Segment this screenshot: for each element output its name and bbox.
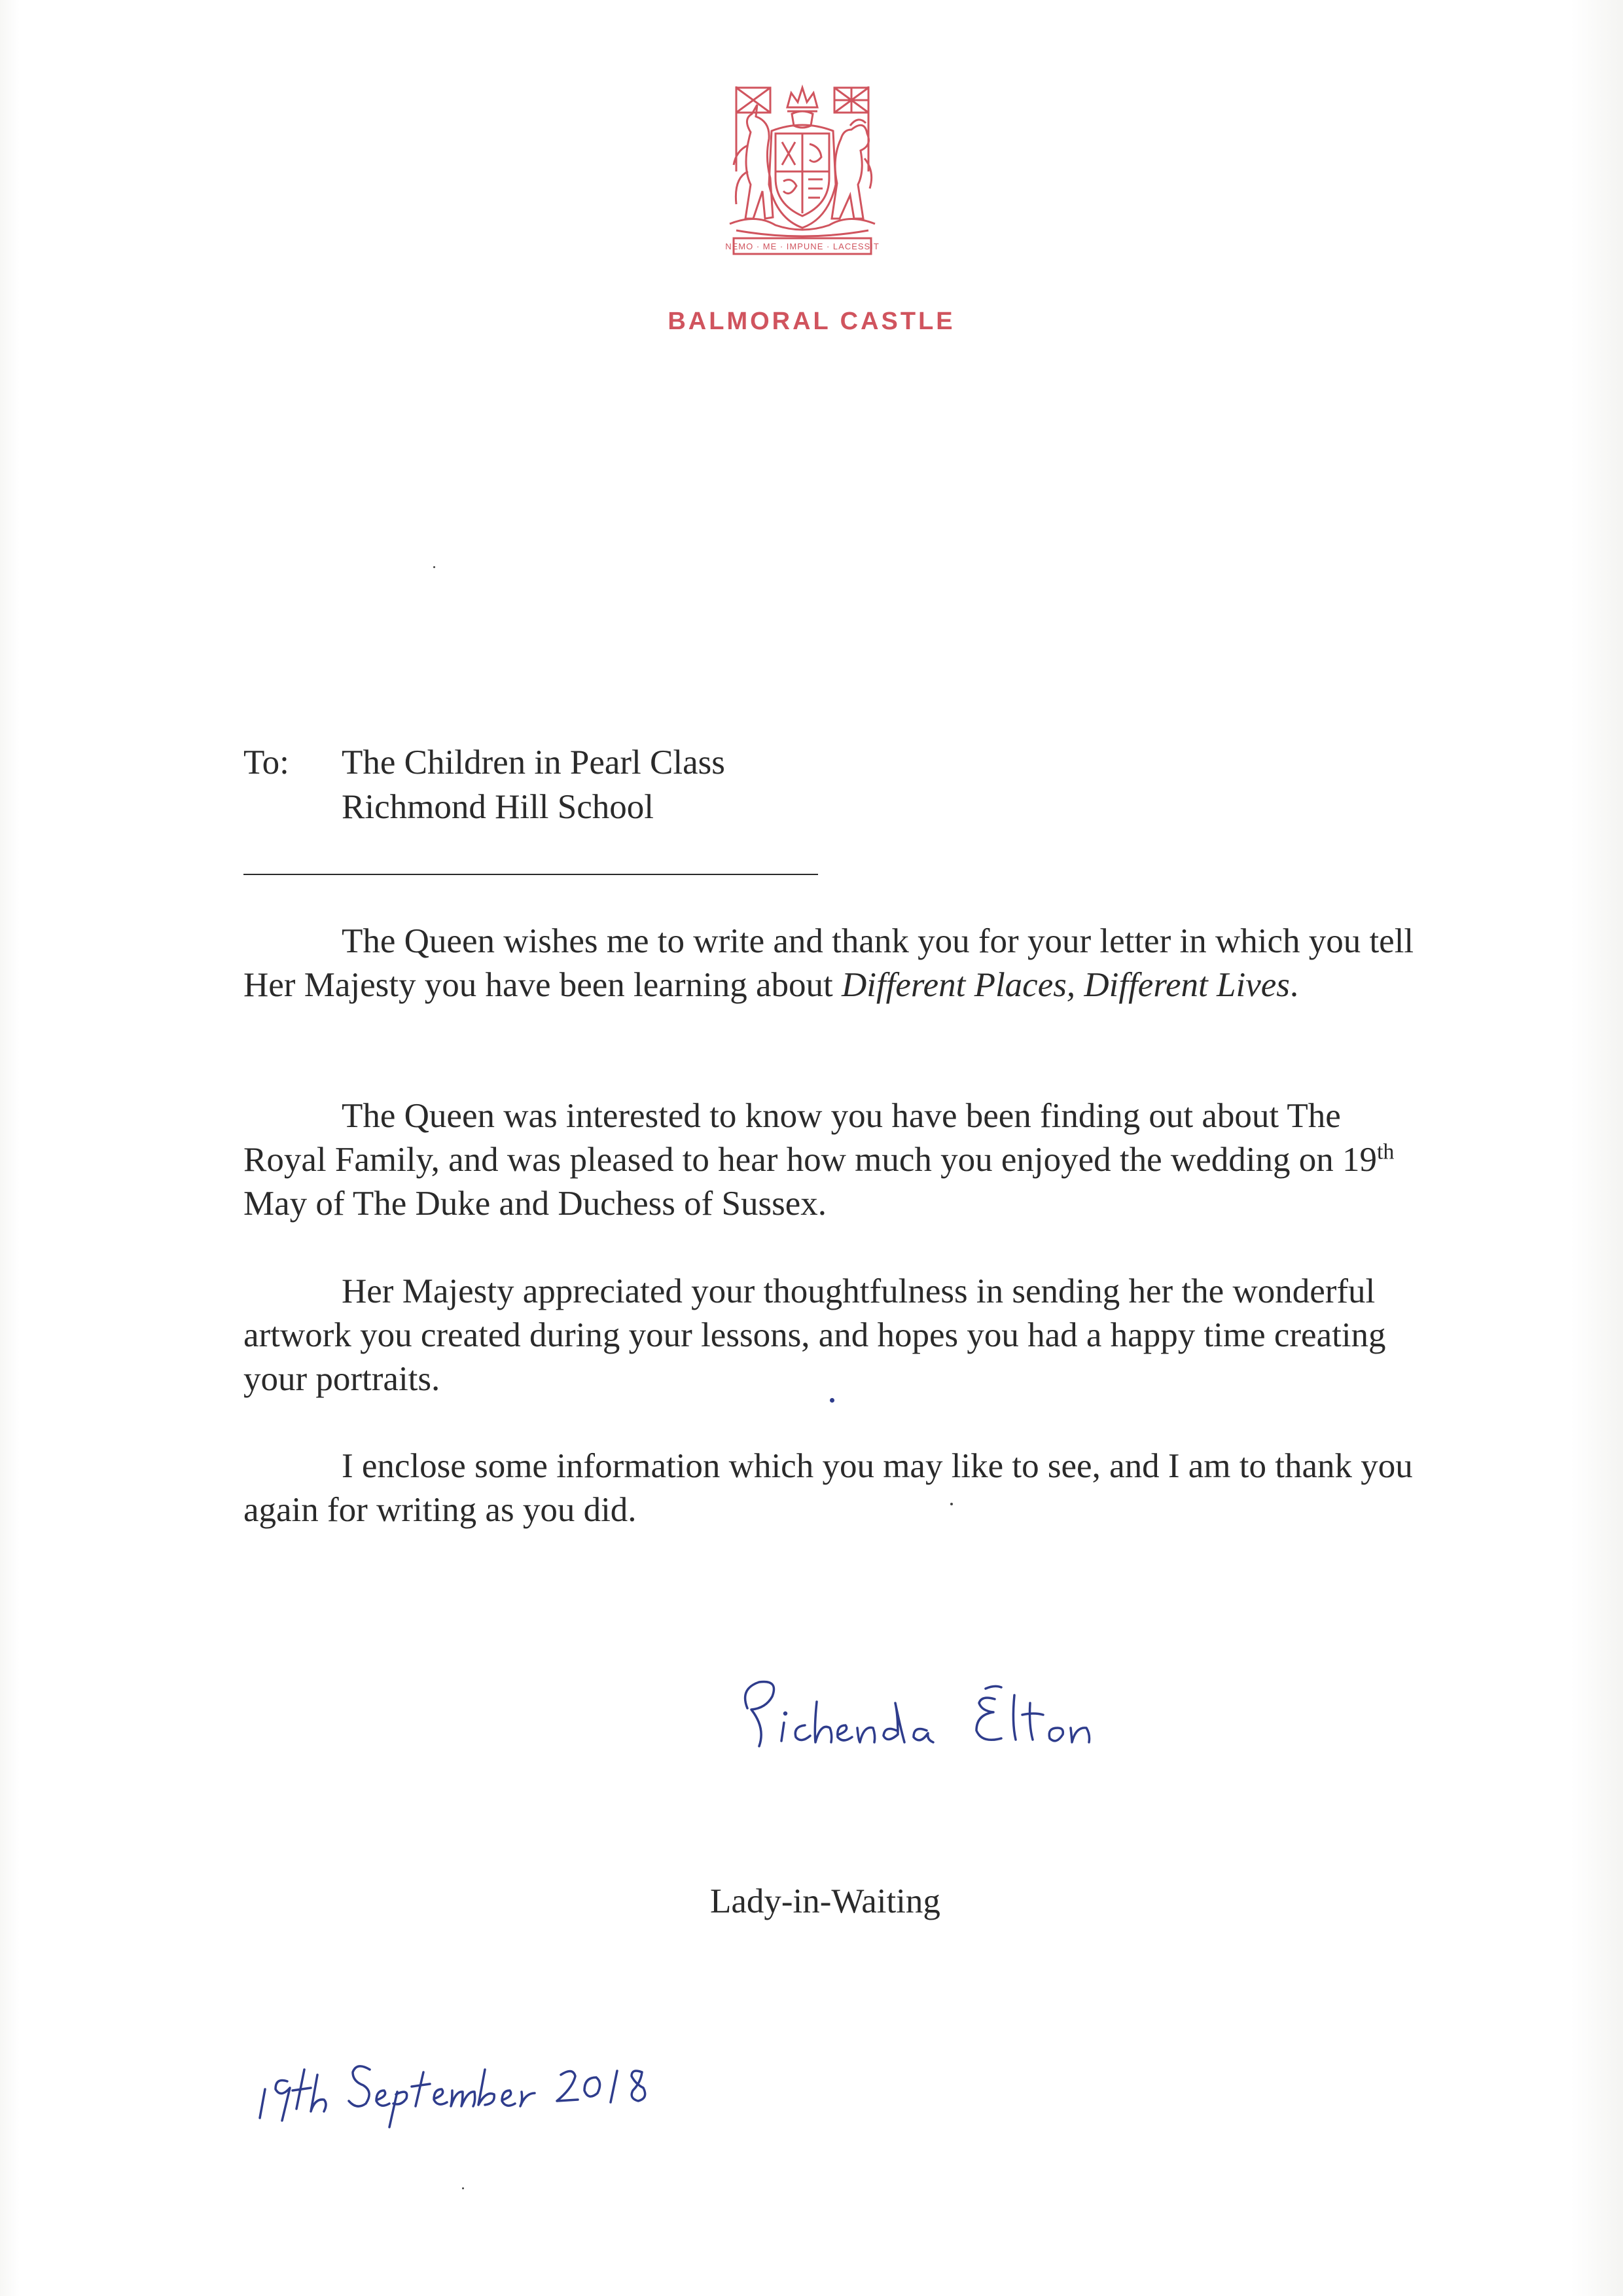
paragraph-4-text: I enclose some information which you may like to see, and I am to thank you again for writing as you did.: [243, 1447, 1413, 1529]
letterhead-title: BALMORAL CASTLE: [668, 308, 955, 335]
divider-line: [243, 874, 818, 875]
topic-title: Different Places, Different Lives: [841, 966, 1290, 1004]
closing-title: Lady-in-Waiting: [710, 1882, 940, 1920]
scan-speck: [462, 2187, 464, 2189]
recipient-name: The Children in Pearl Class: [342, 744, 725, 781]
paragraph-1: [243, 920, 1415, 1007]
paragraph-2-before: The Queen was interested to know you have been finding out about The Royal Family, and was pleased to hear how much you enjoyed the wedding on 19: [243, 1097, 1377, 1179]
handwritten-signature: [733, 1662, 1191, 1767]
crest-motto: NEMO · ME · IMPUNE · LACESSIT: [725, 242, 880, 251]
paragraph-4: [243, 1444, 1415, 1532]
ordinal-suffix: th: [1376, 1139, 1395, 1164]
scan-speck: [830, 1398, 834, 1403]
paragraph-1-text: The Queen wishes me to write and thank you for your letter in which you tell Her Majesty you have been learning about: [243, 922, 1414, 1004]
scan-speck: [433, 566, 435, 568]
scan-speck: [950, 1503, 953, 1505]
paragraph-2: [243, 1094, 1415, 1226]
paragraph-3: [243, 1270, 1415, 1401]
royal-crest-icon: [710, 73, 895, 263]
paragraph-2-after: May of The Duke and Duchess of Sussex.: [243, 1185, 827, 1223]
recipient-school: Richmond Hill School: [342, 788, 654, 826]
paragraph-1-end: .: [1289, 966, 1299, 1004]
recipient-label: To:: [243, 744, 289, 781]
handwritten-date: [252, 2036, 723, 2134]
paragraph-3-text: Her Majesty appreciated your thoughtfulness in sending her the wonderful artwork you created during your lessons, and hopes you had a happy time creating your portraits.: [243, 1272, 1386, 1398]
